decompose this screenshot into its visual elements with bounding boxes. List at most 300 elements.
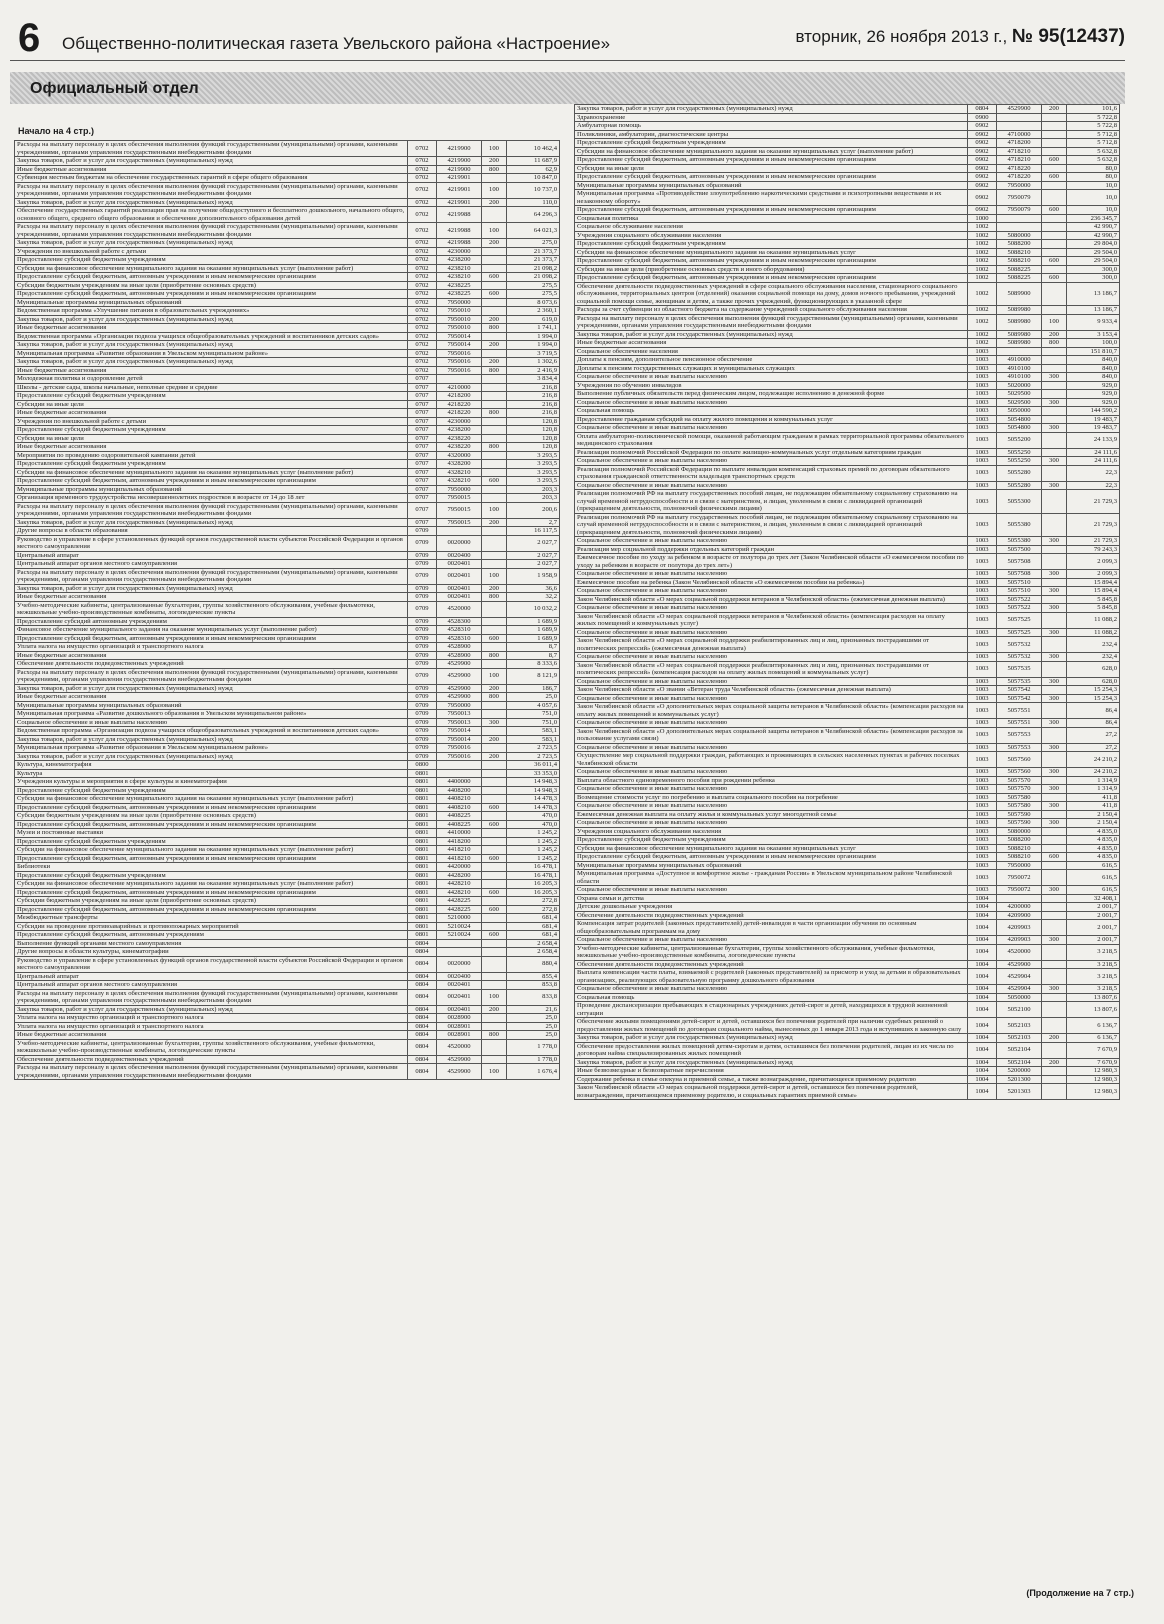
row-name: Предоставление субсидий бюджетным учреждениям	[15, 392, 408, 401]
row-expense-type	[482, 897, 507, 906]
row-section: 0702	[408, 239, 437, 248]
row-amount: 300,0	[1067, 274, 1120, 283]
table-row	[15, 651, 560, 660]
row-name: Иные безвозмездные и безвозвратные перечисления	[575, 1067, 968, 1076]
row-amount: 2 658,4	[507, 939, 560, 948]
table-row	[15, 601, 560, 617]
row-name: Социальное обеспечение и иные выплаты населению	[575, 677, 968, 686]
row-name: Социальное обеспечение и иные выплаты населению	[575, 694, 968, 703]
row-expense-type: 200	[482, 358, 507, 367]
row-amount: 10 462,4	[507, 141, 560, 157]
table-row	[575, 373, 1120, 382]
row-amount: 840,0	[1067, 364, 1120, 373]
table-row	[15, 744, 560, 753]
row-target-code	[437, 375, 482, 384]
row-expense-type	[1042, 810, 1067, 819]
row-amount: 4 835,0	[1067, 827, 1120, 836]
table-row	[15, 710, 560, 719]
table-row	[575, 960, 1120, 969]
row-section: 1003	[968, 719, 997, 728]
row-name: Социальное обеспечение и иные выплаты населению	[575, 653, 968, 662]
row-target-code: 4910100	[997, 364, 1042, 373]
row-expense-type	[482, 626, 507, 635]
row-name: Культура	[15, 769, 408, 778]
row-name: Расходы на выплату персоналу в целях обеспечения выполнения функций государственными (муниципальными) органами, казенными учреждениями, органами управления государственными внебюджетными фондами	[575, 314, 968, 330]
row-expense-type: 300	[1042, 604, 1067, 613]
table-row	[15, 931, 560, 940]
table-row	[15, 584, 560, 593]
row-target-code: 4238225	[437, 290, 482, 299]
row-expense-type	[482, 761, 507, 770]
row-target-code: 5055380	[997, 537, 1042, 546]
row-name: Муниципальные программы муниципальных образований	[15, 485, 408, 494]
row-expense-type	[482, 426, 507, 435]
table-row	[575, 604, 1120, 613]
row-target-code: 5200000	[997, 1067, 1042, 1076]
row-name: Иные бюджетные ассигнования	[15, 693, 408, 702]
row-target-code: 4408200	[437, 786, 482, 795]
row-amount: 21 098,2	[507, 273, 560, 282]
section-banner	[10, 72, 1125, 104]
row-section: 1003	[968, 465, 997, 481]
row-section: 0709	[408, 693, 437, 702]
row-expense-type: 800	[1042, 339, 1067, 348]
row-target-code: 4410000	[437, 829, 482, 838]
row-section: 0702	[408, 341, 437, 350]
row-expense-type: 300	[1042, 886, 1067, 895]
row-amount: 21 729,3	[1067, 513, 1120, 537]
table-row	[15, 157, 560, 166]
table-row	[15, 264, 560, 273]
row-name: Предоставление субсидий бюджетным учреждениям	[15, 786, 408, 795]
row-target-code: 4238200	[437, 256, 482, 265]
table-row	[15, 693, 560, 702]
row-target-code: 0020000	[437, 956, 482, 972]
row-expense-type	[482, 535, 507, 551]
row-target-code: 5057525	[997, 628, 1042, 637]
table-row	[575, 810, 1120, 819]
row-expense-type	[482, 1022, 507, 1031]
row-expense-type: 100	[482, 141, 507, 157]
row-amount: 19 483,7	[1067, 415, 1120, 424]
table-row	[15, 1031, 560, 1040]
row-section: 0801	[408, 905, 437, 914]
row-name: Расходы на выплату персоналу в целях обеспечения выполнения функций государственными (муниципальными) органами, казенными учреждениями, органами управления государственными внебюджетными фондами	[15, 989, 408, 1005]
row-expense-type	[1042, 861, 1067, 870]
row-name: Обеспечение деятельности подведомственных учреждений в сфере социального обслуживания населения, стационарного социального обслуживания, территориальных центров (отделений) оказания социальной помощи на дому, домов ночного пребывания, учреждений социальной помощи семье, женщинам и детям, а также прочих учреждений, функционирующих в указанной сфере	[575, 282, 968, 306]
row-target-code	[997, 347, 1042, 356]
row-amount: 2,7	[507, 518, 560, 527]
row-section: 1003	[968, 595, 997, 604]
row-name: Учреждения по обучению инвалидов	[575, 381, 968, 390]
row-section: 1003	[968, 587, 997, 596]
row-name: Учебно-методические кабинеты, централизованные бухгалтерии, группы хозяйственного обслуживания, учебные фильмотеки, межшкольные учебно-производственные комбинаты, логопедические пункты	[575, 944, 968, 960]
table-row	[15, 239, 560, 248]
row-section: 1003	[968, 612, 997, 628]
row-target-code: 7950014	[437, 332, 482, 341]
row-expense-type	[482, 551, 507, 560]
row-section: 1004	[968, 1075, 997, 1084]
row-name: Обеспечение предоставления жилых помещений детям-сиротам и детям, оставшимся без попечения родителей, лицам из их числа по договорам найма специализированных жилых помещений	[575, 1042, 968, 1058]
row-amount: 21,6	[507, 1005, 560, 1014]
table-row	[15, 1022, 560, 1031]
row-name: Иные бюджетные ассигнования	[15, 165, 408, 174]
table-row	[575, 181, 1120, 190]
row-target-code: 5052103	[997, 1034, 1042, 1043]
row-expense-type: 200	[482, 518, 507, 527]
row-amount: 275,5	[507, 281, 560, 290]
row-name: Предоставление субсидий автономным учреждениям	[15, 617, 408, 626]
row-section: 0702	[408, 141, 437, 157]
row-amount: 6 136,7	[1067, 1034, 1120, 1043]
row-amount: 1 689,9	[507, 617, 560, 626]
row-amount: 10 032,2	[507, 601, 560, 617]
row-amount: 1 958,9	[507, 568, 560, 584]
row-section: 0804	[408, 939, 437, 948]
row-expense-type	[482, 727, 507, 736]
row-name: Социальное обеспечение населения	[575, 347, 968, 356]
row-target-code: 4428210	[437, 888, 482, 897]
table-row	[575, 1084, 1120, 1100]
table-row	[15, 786, 560, 795]
row-name: Руководство и управление в сфере установленных функций органов государственной власти субъектов Российской Федерации и органов местного самоуправления	[15, 956, 408, 972]
table-row	[15, 468, 560, 477]
row-name: Учреждения по внешкольной работе с детьми	[15, 247, 408, 256]
row-amount: 5 722,8	[1067, 122, 1120, 131]
table-row	[575, 306, 1120, 315]
row-section: 1003	[968, 870, 997, 886]
row-target-code: 4520000	[437, 1039, 482, 1055]
row-expense-type: 100	[482, 1064, 507, 1080]
table-row	[15, 535, 560, 551]
row-name: Предоставление субсидий бюджетным учреждениям	[15, 871, 408, 880]
table-row	[575, 248, 1120, 257]
table-row	[15, 494, 560, 503]
row-section: 0702	[408, 298, 437, 307]
row-section: 1003	[968, 793, 997, 802]
row-amount: 1 741,1	[507, 324, 560, 333]
row-section: 1003	[968, 743, 997, 752]
row-name: Социальное обеспечение и иные выплаты населению	[575, 373, 968, 382]
row-expense-type: 200	[482, 341, 507, 350]
row-amount: 470,0	[507, 820, 560, 829]
table-row	[15, 778, 560, 787]
table-row	[575, 1002, 1120, 1018]
row-section: 0702	[408, 366, 437, 375]
row-section: 1002	[968, 248, 997, 257]
row-target-code: 0020401	[437, 1005, 482, 1014]
row-expense-type	[1042, 490, 1067, 514]
row-target-code: 4529900	[437, 668, 482, 684]
row-name: Учреждения социального обслуживания населения	[575, 231, 968, 240]
row-target-code: 7950010	[437, 307, 482, 316]
row-expense-type	[482, 769, 507, 778]
row-target-code: 5055250	[997, 448, 1042, 457]
row-section: 1004	[968, 960, 997, 969]
row-name: Предоставление субсидий бюджетным, автономным учреждениям и иным некоммерческим организациям	[15, 290, 408, 299]
row-target-code: 4718220	[997, 164, 1042, 173]
row-name: Предоставление субсидий бюджетным, автономным учреждениям и иным некоммерческим организациям	[15, 477, 408, 486]
row-target-code: 5057551	[997, 719, 1042, 728]
row-name: Обеспечение жилыми помещениями детей-сирот и детей, оставшихся без попечения родителей при наличии судебных решений о предоставлении жилых помещений по договорам социального найма, вынесенных до 1 января 2013 года и вступивших в законную силу	[575, 1018, 968, 1034]
row-amount: 2 360,1	[507, 307, 560, 316]
row-name: Организация временного трудоустройства несовершеннолетних подростков в возрасте от 14 до 18 лет	[15, 494, 408, 503]
table-row	[575, 578, 1120, 587]
row-expense-type	[482, 264, 507, 273]
row-target-code: 5052100	[997, 1002, 1042, 1018]
issue-date: вторник, 26 ноября 2013 г.,	[795, 27, 1012, 46]
row-section: 1004	[968, 911, 997, 920]
row-target-code: 4520000	[437, 601, 482, 617]
row-expense-type	[1042, 637, 1067, 653]
row-section: 1004	[968, 1002, 997, 1018]
row-target-code: 4418200	[437, 837, 482, 846]
row-name: Иные бюджетные ассигнования	[15, 593, 408, 602]
row-target-code: 4219988	[437, 239, 482, 248]
row-amount: 272,8	[507, 905, 560, 914]
row-amount: 16 478,1	[507, 871, 560, 880]
row-expense-type: 300	[1042, 570, 1067, 579]
row-section: 0804	[408, 1064, 437, 1080]
row-section: 1004	[968, 993, 997, 1002]
row-amount: 21 373,7	[507, 256, 560, 265]
row-expense-type	[1042, 793, 1067, 802]
row-expense-type	[1042, 776, 1067, 785]
row-target-code: 0020000	[437, 535, 482, 551]
row-section: 0804	[408, 989, 437, 1005]
row-name: Субсидии на финансовое обеспечение муниципального задания на оказание муниципальных услуг (выполнение работ)	[575, 147, 968, 156]
row-section: 0707	[408, 451, 437, 460]
row-expense-type	[1042, 513, 1067, 537]
row-amount: 616,5	[1067, 886, 1120, 895]
row-expense-type	[1042, 894, 1067, 903]
row-expense-type	[1042, 240, 1067, 249]
table-row	[15, 298, 560, 307]
row-name: Закупка товаров, работ и услуг для государственных (муниципальных) нужд	[575, 1058, 968, 1067]
table-row	[15, 905, 560, 914]
row-name: Предоставление субсидий бюджетным, автономным учреждениям и иным некоммерческим организациям	[575, 274, 968, 283]
row-name: Социальное обеспечение и иные выплаты населению	[575, 628, 968, 637]
row-amount: 751,0	[507, 710, 560, 719]
table-row	[575, 920, 1120, 936]
table-row	[575, 156, 1120, 165]
row-amount: 14 478,3	[507, 803, 560, 812]
row-section: 1004	[968, 1084, 997, 1100]
row-expense-type	[482, 601, 507, 617]
row-target-code: 7950000	[437, 701, 482, 710]
row-amount: 1 689,9	[507, 634, 560, 643]
row-expense-type	[1042, 181, 1067, 190]
table-row	[15, 315, 560, 324]
row-expense-type	[1042, 686, 1067, 695]
row-target-code: 5057535	[997, 661, 1042, 677]
table-row	[575, 861, 1120, 870]
row-section: 0709	[408, 735, 437, 744]
row-name: Социальное обеспечение и иные выплаты населению	[15, 718, 408, 727]
row-section: 0709	[408, 634, 437, 643]
row-amount: 583,1	[507, 735, 560, 744]
row-name: Социальное обеспечение и иные выплаты населению	[575, 719, 968, 728]
row-target-code: 5057560	[997, 752, 1042, 768]
row-name: Центральный аппарат органов местного самоуправления	[15, 560, 408, 569]
row-target-code: 5057570	[997, 785, 1042, 794]
row-target-code: 7950014	[437, 735, 482, 744]
row-target-code: 0020401	[437, 981, 482, 990]
row-amount: 186,7	[507, 684, 560, 693]
row-section: 0801	[408, 812, 437, 821]
table-row	[575, 231, 1120, 240]
row-section: 0707	[408, 400, 437, 409]
row-amount: 628,0	[1067, 661, 1120, 677]
row-name: Уплата налога на имущество организаций и транспортного налога	[15, 1022, 408, 1031]
row-amount: 42 990,7	[1067, 223, 1120, 232]
row-amount: 216,8	[507, 409, 560, 418]
row-amount: 16 205,3	[507, 888, 560, 897]
row-expense-type: 600	[1042, 257, 1067, 266]
table-row	[575, 677, 1120, 686]
row-target-code: 7950079	[997, 206, 1042, 215]
table-row	[15, 324, 560, 333]
row-amount: 855,4	[507, 972, 560, 981]
table-row	[575, 448, 1120, 457]
table-row	[15, 426, 560, 435]
row-expense-type: 800	[482, 593, 507, 602]
row-expense-type: 200	[482, 752, 507, 761]
row-target-code: 5057532	[997, 637, 1042, 653]
row-section: 0702	[408, 256, 437, 265]
row-target-code: 5089980	[997, 330, 1042, 339]
row-target-code: 5057510	[997, 578, 1042, 587]
row-expense-type: 600	[1042, 173, 1067, 182]
row-target-code: 5052104	[997, 1058, 1042, 1067]
row-section: 1003	[968, 545, 997, 554]
table-row	[575, 653, 1120, 662]
row-name: Предоставление субсидий бюджетным, автономным учреждениям и иным некоммерческим организациям	[15, 854, 408, 863]
row-expense-type	[482, 701, 507, 710]
row-amount: 79 243,3	[1067, 545, 1120, 554]
row-amount: 25,0	[507, 1031, 560, 1040]
row-target-code: 5089900	[997, 282, 1042, 306]
row-amount: 36,6	[507, 584, 560, 593]
row-name: Осуществление мер социальной поддержки граждан, работающих и проживающих в сельских населенных пунктах и рабочих поселках Челябинской области	[575, 752, 968, 768]
row-name: Субсидии на финансовое обеспечение муниципального задания на оказание муниципальных услуг (выполнение работ)	[15, 846, 408, 855]
table-row	[575, 314, 1120, 330]
table-row	[575, 1034, 1120, 1043]
row-name: Социальное обеспечение и иные выплаты населению	[575, 743, 968, 752]
row-name: Другие вопросы в области образования	[15, 527, 408, 536]
row-target-code: 4209900	[997, 911, 1042, 920]
budget-table-right	[574, 104, 1120, 1100]
row-section: 1003	[968, 844, 997, 853]
row-expense-type: 300	[1042, 694, 1067, 703]
row-name: Возмещение стоимости услуг по погребению и выплата социального пособия на погребение	[575, 793, 968, 802]
row-target-code: 4528310	[437, 634, 482, 643]
row-target-code: 4428225	[437, 905, 482, 914]
row-expense-type: 200	[482, 735, 507, 744]
row-amount: 681,4	[507, 931, 560, 940]
table-row	[575, 570, 1120, 579]
row-name: Субсидии на иные цели	[15, 400, 408, 409]
row-section: 0804	[408, 1022, 437, 1031]
row-target-code: 5057525	[997, 612, 1042, 628]
row-name: Межбюджетные трансферты	[15, 914, 408, 923]
row-amount: 15 254,3	[1067, 686, 1120, 695]
row-name: Здравоохранение	[575, 113, 968, 122]
row-amount: 203,3	[507, 494, 560, 503]
row-amount: 144 590,2	[1067, 407, 1120, 416]
row-amount: 2 001,7	[1067, 903, 1120, 912]
table-row	[575, 612, 1120, 628]
row-name: Предоставление субсидий бюджетным учреждениям	[575, 836, 968, 845]
row-amount: 15 254,3	[1067, 694, 1120, 703]
row-amount: 24 210,2	[1067, 752, 1120, 768]
row-section: 0707	[408, 477, 437, 486]
row-target-code: 5089980	[997, 339, 1042, 348]
table-row	[575, 1042, 1120, 1058]
row-amount: 216,8	[507, 392, 560, 401]
row-expense-type: 200	[1042, 1034, 1067, 1043]
row-name: Амбулаторная помощь	[575, 122, 968, 131]
row-target-code: 4710000	[997, 130, 1042, 139]
row-amount: 110,0	[507, 198, 560, 207]
table-row	[575, 1075, 1120, 1084]
row-expense-type: 800	[482, 693, 507, 702]
table-row	[15, 593, 560, 602]
row-target-code: 5080000	[997, 231, 1042, 240]
row-expense-type	[482, 922, 507, 931]
row-name: Выполнение публичных обязательств перед физическим лицом, подлежащие исполнению в денежной форме	[575, 390, 968, 399]
row-name: Предоставление субсидий бюджетным учреждениям	[15, 837, 408, 846]
row-section: 0801	[408, 820, 437, 829]
row-name: Расходы на выплату персоналу в целях обеспечения выполнения функций государственными (муниципальными) органами, казенными учреждениями, органами управления государственными внебюджетными фондами	[15, 502, 408, 518]
row-target-code: 4328210	[437, 468, 482, 477]
row-expense-type	[1042, 448, 1067, 457]
row-section: 1003	[968, 637, 997, 653]
row-amount: 216,8	[507, 400, 560, 409]
row-amount: 22,3	[1067, 465, 1120, 481]
table-row	[15, 981, 560, 990]
row-section: 0702	[408, 207, 437, 223]
row-target-code	[997, 113, 1042, 122]
row-amount: 5 845,8	[1067, 595, 1120, 604]
table-row	[15, 854, 560, 863]
row-name: Предоставление субсидий бюджетным, автономным учреждениям и иным некоммерческим организациям	[15, 888, 408, 897]
table-row	[575, 223, 1120, 232]
row-amount: 200,6	[507, 502, 560, 518]
row-section: 0709	[408, 727, 437, 736]
row-amount: 2 723,5	[507, 752, 560, 761]
continued-on-note: (Продолжение на 7 стр.)	[1026, 1588, 1134, 1598]
row-section: 1002	[968, 274, 997, 283]
row-expense-type	[1042, 407, 1067, 416]
row-amount: 12 980,3	[1067, 1075, 1120, 1084]
row-name: Предоставление субсидий бюджетным, автономным учреждениям и иным некоммерческим организациям	[575, 257, 968, 266]
table-row	[575, 903, 1120, 912]
row-section: 1003	[968, 604, 997, 613]
row-section: 0702	[408, 349, 437, 358]
row-expense-type	[1042, 381, 1067, 390]
table-row	[15, 247, 560, 256]
row-amount: 24 133,9	[1067, 432, 1120, 448]
row-section: 0709	[408, 593, 437, 602]
row-expense-type	[1042, 1084, 1067, 1100]
row-target-code: 5054800	[997, 415, 1042, 424]
row-section: 1003	[968, 768, 997, 777]
table-row	[15, 668, 560, 684]
table-row	[15, 803, 560, 812]
row-target-code: 5057508	[997, 570, 1042, 579]
row-target-code: 5057553	[997, 743, 1042, 752]
